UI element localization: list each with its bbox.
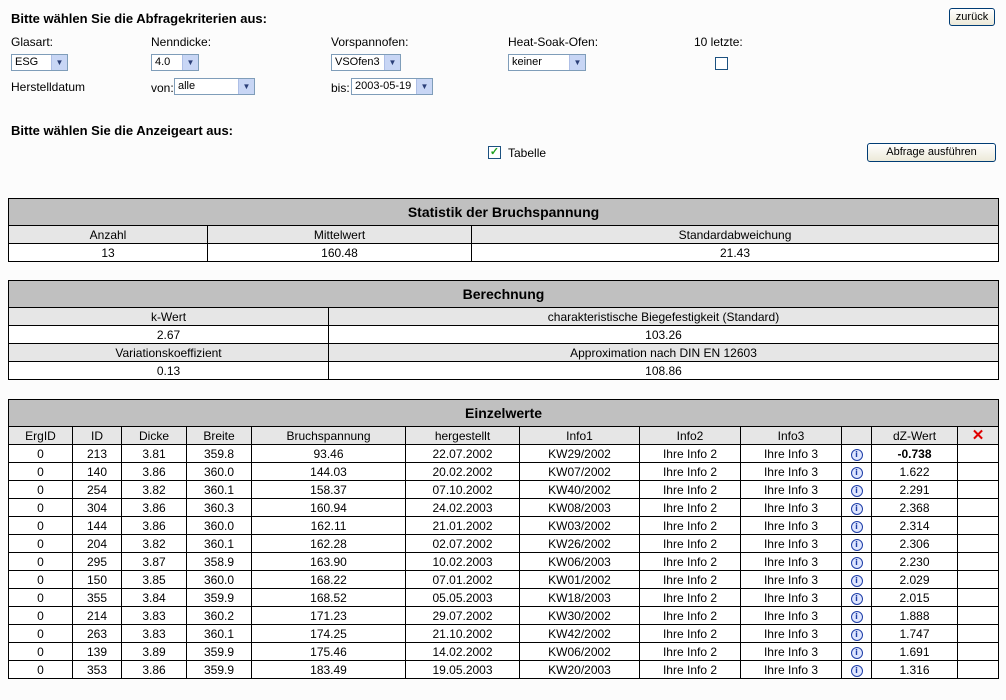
cell-info2: Ihre Info 2: [640, 625, 741, 643]
cell-info2: Ihre Info 2: [640, 481, 741, 499]
cell-id: 204: [73, 535, 122, 553]
table-row: [9, 535, 999, 553]
header-info3: Info3: [741, 427, 842, 445]
cell-info1: KW07/2002: [520, 463, 640, 481]
heatsoak-select[interactable]: [508, 54, 586, 71]
header-anzahl: Anzahl: [9, 226, 208, 244]
tabelle-label: Tabelle: [508, 146, 547, 160]
cell-empty: [958, 481, 999, 499]
delete-icon[interactable]: ✕: [971, 426, 985, 444]
cell-dicke: 3.82: [122, 535, 187, 553]
cell-bruchspannung: 175.46: [252, 643, 406, 661]
cell-id: 139: [73, 643, 122, 661]
bis-select[interactable]: [351, 78, 433, 95]
info-icon[interactable]: i: [851, 665, 863, 677]
chevron-down-icon: ▼: [416, 79, 432, 94]
value-char-biegefestigkeit: 103.26: [329, 326, 999, 344]
cell-ergid: 0: [9, 517, 73, 535]
cell-breite: 360.0: [187, 571, 252, 589]
cell-info3: Ihre Info 3: [741, 553, 842, 571]
bis-value: 2003-05-19: [355, 80, 412, 92]
cell-info2: Ihre Info 2: [640, 589, 741, 607]
cell-info1: KW26/2002: [520, 535, 640, 553]
cell-info3: Ihre Info 3: [741, 517, 842, 535]
cell-info-button: [842, 607, 872, 625]
cell-bruchspannung: 168.52: [252, 589, 406, 607]
cell-info3: Ihre Info 3: [741, 625, 842, 643]
cell-bruchspannung: 158.37: [252, 481, 406, 499]
vorspannofen-value: VSOfen3: [335, 56, 380, 68]
info-icon[interactable]: i: [851, 557, 863, 569]
header-dz-wert: dZ-Wert: [872, 427, 958, 445]
cell-bruchspannung: 160.94: [252, 499, 406, 517]
von-value: alle: [178, 80, 196, 92]
info-icon[interactable]: i: [851, 647, 863, 659]
cell-hergestellt: 05.05.2003: [406, 589, 520, 607]
cell-info-button: [842, 553, 872, 571]
nenndicke-select[interactable]: [151, 54, 199, 71]
cell-dz-wert: 1.316: [872, 661, 958, 679]
table-row: [9, 607, 999, 625]
cell-info1: KW18/2003: [520, 589, 640, 607]
info-icon[interactable]: i: [851, 485, 863, 497]
cell-info1: KW06/2003: [520, 553, 640, 571]
cell-dz-wert: -0.738: [872, 445, 958, 463]
cell-breite: 359.9: [187, 589, 252, 607]
cell-dz-wert: 1.888: [872, 607, 958, 625]
cell-ergid: 0: [9, 553, 73, 571]
cell-info3: Ihre Info 3: [741, 607, 842, 625]
table-row: [9, 571, 999, 589]
cell-empty: [958, 607, 999, 625]
header-ergid: ErgID: [9, 427, 73, 445]
cell-info2: Ihre Info 2: [640, 553, 741, 571]
header-info-icon: [842, 427, 872, 445]
cell-id: 295: [73, 553, 122, 571]
cell-id: 150: [73, 571, 122, 589]
header-mittelwert: Mittelwert: [208, 226, 472, 244]
cell-id: 263: [73, 625, 122, 643]
cell-breite: 360.2: [187, 607, 252, 625]
cell-dz-wert: 2.306: [872, 535, 958, 553]
table-row: [9, 625, 999, 643]
heatsoak-label: Heat-Soak-Ofen:: [508, 35, 599, 49]
chevron-down-icon: ▼: [51, 55, 67, 70]
cell-info1: KW42/2002: [520, 625, 640, 643]
info-icon[interactable]: i: [851, 611, 863, 623]
statistik-title: Statistik der Bruchspannung: [9, 199, 999, 226]
cell-bruchspannung: 183.49: [252, 661, 406, 679]
header-hergestellt: hergestellt: [406, 427, 520, 445]
value-mittelwert: 160.48: [208, 244, 472, 262]
letzte-checkbox[interactable]: [715, 57, 728, 70]
herstelldatum-label: Herstelldatum: [11, 80, 86, 94]
cell-ergid: 0: [9, 463, 73, 481]
von-select[interactable]: [174, 78, 255, 95]
cell-info2: Ihre Info 2: [640, 535, 741, 553]
header-id: ID: [73, 427, 122, 445]
display-heading: Bitte wählen Sie die Anzeigeart aus:: [11, 123, 234, 138]
cell-dicke: 3.86: [122, 517, 187, 535]
checkmark-icon: ✓: [489, 146, 500, 158]
cell-bruchspannung: 168.22: [252, 571, 406, 589]
cell-bruchspannung: 162.28: [252, 535, 406, 553]
value-standardabweichung: 21.43: [472, 244, 999, 262]
table-row: [9, 517, 999, 535]
value-anzahl: 13: [9, 244, 208, 262]
header-standardabweichung: Standardabweichung: [472, 226, 999, 244]
cell-hergestellt: 02.07.2002: [406, 535, 520, 553]
cell-info-button: [842, 499, 872, 517]
cell-ergid: 0: [9, 625, 73, 643]
info-icon[interactable]: i: [851, 593, 863, 605]
cell-info1: KW01/2002: [520, 571, 640, 589]
von-label: von:: [151, 81, 174, 95]
cell-empty: [958, 535, 999, 553]
cell-id: 355: [73, 589, 122, 607]
cell-breite: 358.9: [187, 553, 252, 571]
header-variationskoeffizient: Variationskoeffizient: [9, 344, 329, 362]
cell-info2: Ihre Info 2: [640, 661, 741, 679]
cell-hergestellt: 22.07.2002: [406, 445, 520, 463]
nenndicke-value: 4.0: [155, 56, 171, 68]
cell-bruchspannung: 162.11: [252, 517, 406, 535]
cell-id: 304: [73, 499, 122, 517]
cell-hergestellt: 20.02.2002: [406, 463, 520, 481]
cell-id: 353: [73, 661, 122, 679]
header-k-wert: k-Wert: [9, 308, 329, 326]
table-row: [9, 481, 999, 499]
cell-info2: Ihre Info 2: [640, 517, 741, 535]
nenndicke-label: Nenndicke:: [151, 35, 212, 49]
cell-breite: 360.1: [187, 481, 252, 499]
cell-breite: 359.9: [187, 661, 252, 679]
value-approximation: 108.86: [329, 362, 999, 380]
cell-id: 254: [73, 481, 122, 499]
cell-dz-wert: 2.314: [872, 517, 958, 535]
header-delete: [958, 427, 999, 445]
header-breite: Breite: [187, 427, 252, 445]
cell-dicke: 3.86: [122, 499, 187, 517]
cell-breite: 360.1: [187, 535, 252, 553]
cell-breite: 360.0: [187, 463, 252, 481]
vorspannofen-select[interactable]: [331, 54, 401, 71]
cell-hergestellt: 24.02.2003: [406, 499, 520, 517]
berechnung-table: [8, 280, 999, 380]
cell-info3: Ihre Info 3: [741, 535, 842, 553]
cell-empty: [958, 661, 999, 679]
table-row: [9, 463, 999, 481]
cell-info1: KW30/2002: [520, 607, 640, 625]
header-info1: Info1: [520, 427, 640, 445]
glasart-value: ESG: [15, 56, 39, 68]
cell-dicke: 3.87: [122, 553, 187, 571]
chevron-down-icon: ▼: [384, 55, 400, 70]
header-dicke: Dicke: [122, 427, 187, 445]
cell-info-button: [842, 625, 872, 643]
cell-info1: KW40/2002: [520, 481, 640, 499]
berechnung-title: Berechnung: [9, 281, 999, 308]
cell-dz-wert: 1.622: [872, 463, 958, 481]
cell-dz-wert: 2.029: [872, 571, 958, 589]
cell-id: 214: [73, 607, 122, 625]
cell-bruchspannung: 144.03: [252, 463, 406, 481]
cell-info2: Ihre Info 2: [640, 499, 741, 517]
bis-label: bis:: [331, 81, 350, 95]
cell-dz-wert: 1.691: [872, 643, 958, 661]
cell-hergestellt: 29.07.2002: [406, 607, 520, 625]
letzte-label: 10 letzte:: [694, 35, 743, 49]
cell-id: 140: [73, 463, 122, 481]
cell-hergestellt: 14.02.2002: [406, 643, 520, 661]
cell-bruchspannung: 93.46: [252, 445, 406, 463]
cell-info3: Ihre Info 3: [741, 463, 842, 481]
cell-dicke: 3.89: [122, 643, 187, 661]
criteria-heading: Bitte wählen Sie die Abfragekriterien aus:: [11, 11, 267, 26]
cell-info3: Ihre Info 3: [741, 499, 842, 517]
cell-hergestellt: 21.01.2002: [406, 517, 520, 535]
glasart-select[interactable]: [11, 54, 68, 71]
cell-dz-wert: 2.368: [872, 499, 958, 517]
cell-info2: Ihre Info 2: [640, 445, 741, 463]
cell-empty: [958, 643, 999, 661]
cell-empty: [958, 499, 999, 517]
header-approximation: Approximation nach DIN EN 12603: [329, 344, 999, 362]
cell-dicke: 3.86: [122, 661, 187, 679]
cell-id: 213: [73, 445, 122, 463]
cell-id: 144: [73, 517, 122, 535]
table-row: [9, 643, 999, 661]
cell-hergestellt: 19.05.2003: [406, 661, 520, 679]
cell-hergestellt: 07.10.2002: [406, 481, 520, 499]
cell-dicke: 3.83: [122, 607, 187, 625]
info-icon[interactable]: i: [851, 539, 863, 551]
cell-info-button: [842, 481, 872, 499]
cell-info1: KW20/2003: [520, 661, 640, 679]
table-row: [9, 661, 999, 679]
einzelwerte-table: [8, 399, 999, 679]
vorspannofen-label: Vorspannofen:: [331, 35, 409, 49]
cell-ergid: 0: [9, 589, 73, 607]
cell-empty: [958, 463, 999, 481]
value-variationskoeffizient: 0.13: [9, 362, 329, 380]
cell-breite: 359.8: [187, 445, 252, 463]
cell-dicke: 3.85: [122, 571, 187, 589]
header-info2: Info2: [640, 427, 741, 445]
cell-dz-wert: 2.291: [872, 481, 958, 499]
cell-info3: Ihre Info 3: [741, 571, 842, 589]
cell-ergid: 0: [9, 481, 73, 499]
table-row: [9, 589, 999, 607]
cell-breite: 359.9: [187, 643, 252, 661]
cell-empty: [958, 571, 999, 589]
heatsoak-value: keiner: [512, 56, 542, 68]
cell-hergestellt: 10.02.2003: [406, 553, 520, 571]
cell-info1: KW03/2002: [520, 517, 640, 535]
cell-breite: 360.1: [187, 625, 252, 643]
cell-info1: KW06/2002: [520, 643, 640, 661]
cell-ergid: 0: [9, 661, 73, 679]
cell-dz-wert: 2.015: [872, 589, 958, 607]
value-k-wert: 2.67: [9, 326, 329, 344]
cell-dicke: 3.86: [122, 463, 187, 481]
cell-info-button: [842, 661, 872, 679]
cell-info3: Ihre Info 3: [741, 661, 842, 679]
cell-dicke: 3.82: [122, 481, 187, 499]
cell-empty: [958, 553, 999, 571]
cell-info-button: [842, 463, 872, 481]
tabelle-checkbox[interactable]: [488, 146, 501, 159]
info-icon[interactable]: i: [851, 575, 863, 587]
table-row: [9, 445, 999, 463]
cell-empty: [958, 445, 999, 463]
cell-dz-wert: 1.747: [872, 625, 958, 643]
cell-ergid: 0: [9, 643, 73, 661]
header-bruchspannung: Bruchspannung: [252, 427, 406, 445]
cell-info3: Ihre Info 3: [741, 481, 842, 499]
cell-info2: Ihre Info 2: [640, 607, 741, 625]
cell-info-button: [842, 535, 872, 553]
table-row: [9, 499, 999, 517]
cell-empty: [958, 625, 999, 643]
cell-dicke: 3.84: [122, 589, 187, 607]
einzelwerte-title: Einzelwerte: [9, 400, 999, 427]
cell-dz-wert: 2.230: [872, 553, 958, 571]
cell-info-button: [842, 643, 872, 661]
cell-empty: [958, 589, 999, 607]
cell-ergid: 0: [9, 607, 73, 625]
chevron-down-icon: ▼: [569, 55, 585, 70]
cell-hergestellt: 21.10.2002: [406, 625, 520, 643]
statistik-table: [8, 198, 999, 262]
execute-query-button[interactable]: Abfrage ausführen: [867, 143, 996, 162]
cell-ergid: 0: [9, 571, 73, 589]
cell-info3: Ihre Info 3: [741, 589, 842, 607]
cell-info-button: [842, 517, 872, 535]
cell-bruchspannung: 174.25: [252, 625, 406, 643]
info-icon[interactable]: i: [851, 629, 863, 641]
chevron-down-icon: ▼: [182, 55, 198, 70]
cell-info1: KW08/2003: [520, 499, 640, 517]
cell-info2: Ihre Info 2: [640, 643, 741, 661]
cell-breite: 360.0: [187, 517, 252, 535]
info-icon[interactable]: i: [851, 503, 863, 515]
cell-ergid: 0: [9, 445, 73, 463]
cell-hergestellt: 07.01.2002: [406, 571, 520, 589]
info-icon[interactable]: i: [851, 467, 863, 479]
cell-dicke: 3.83: [122, 625, 187, 643]
cell-bruchspannung: 163.90: [252, 553, 406, 571]
cell-info3: Ihre Info 3: [741, 643, 842, 661]
cell-info2: Ihre Info 2: [640, 571, 741, 589]
cell-info-button: [842, 589, 872, 607]
cell-info-button: [842, 571, 872, 589]
cell-info-button: [842, 445, 872, 463]
info-icon[interactable]: i: [851, 521, 863, 533]
cell-bruchspannung: 171.23: [252, 607, 406, 625]
cell-ergid: 0: [9, 499, 73, 517]
glasart-label: Glasart:: [11, 35, 54, 49]
table-row: [9, 553, 999, 571]
back-button[interactable]: zurück: [949, 8, 995, 26]
cell-info2: Ihre Info 2: [640, 463, 741, 481]
cell-empty: [958, 517, 999, 535]
cell-dicke: 3.81: [122, 445, 187, 463]
chevron-down-icon: ▼: [238, 79, 254, 94]
cell-ergid: 0: [9, 535, 73, 553]
cell-info3: Ihre Info 3: [741, 445, 842, 463]
info-icon[interactable]: i: [851, 449, 863, 461]
cell-breite: 360.3: [187, 499, 252, 517]
header-char-biegefestigkeit: charakteristische Biegefestigkeit (Standard): [329, 308, 999, 326]
cell-info1: KW29/2002: [520, 445, 640, 463]
